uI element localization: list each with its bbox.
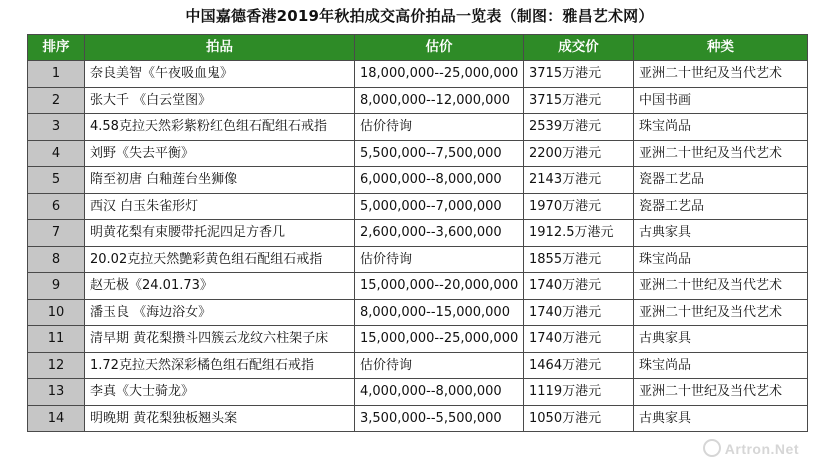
cell-rank: 11 xyxy=(28,326,85,353)
table-row xyxy=(28,114,808,141)
column-header-price: 成交价 xyxy=(524,35,634,61)
cell-price: 1050万港元 xyxy=(524,405,634,432)
cell-item: 李真《大士骑龙》 xyxy=(85,379,355,406)
cell-estimate: 估价待询 xyxy=(355,352,524,379)
cell-item: 清早期 黄花梨攒斗四簇云龙纹六柱架子床 xyxy=(85,326,355,353)
table-row xyxy=(28,193,808,220)
table-row xyxy=(28,140,808,167)
column-header-rank: 排序 xyxy=(28,35,85,61)
cell-price: 1740万港元 xyxy=(524,299,634,326)
cell-estimate: 8,000,000--15,000,000 xyxy=(355,299,524,326)
auction-table xyxy=(27,34,808,432)
cell-rank: 10 xyxy=(28,299,85,326)
cell-price: 1740万港元 xyxy=(524,326,634,353)
cell-price: 3715万港元 xyxy=(524,61,634,88)
cell-rank: 6 xyxy=(28,193,85,220)
cell-estimate: 8,000,000--12,000,000 xyxy=(355,87,524,114)
cell-price: 1912.5万港元 xyxy=(524,220,634,247)
cell-rank: 7 xyxy=(28,220,85,247)
cell-estimate: 6,000,000--8,000,000 xyxy=(355,167,524,194)
cell-price: 2539万港元 xyxy=(524,114,634,141)
cell-price: 1464万港元 xyxy=(524,352,634,379)
cell-rank: 3 xyxy=(28,114,85,141)
cell-item: 潘玉良 《海边浴女》 xyxy=(85,299,355,326)
cell-estimate: 估价待询 xyxy=(355,114,524,141)
cell-category: 亚洲二十世纪及当代艺术 xyxy=(634,140,808,167)
artron-logo-icon xyxy=(703,439,721,457)
cell-item: 4.58克拉天然彩紫粉红色组石配组石戒指 xyxy=(85,114,355,141)
table-row xyxy=(28,61,808,88)
cell-item: 奈良美智《午夜吸血鬼》 xyxy=(85,61,355,88)
table-row xyxy=(28,220,808,247)
cell-estimate: 5,500,000--7,500,000 xyxy=(355,140,524,167)
page-title: 中国嘉德香港2019年秋拍成交高价拍品一览表（制图：雅昌艺术网） xyxy=(185,7,654,25)
cell-rank: 4 xyxy=(28,140,85,167)
cell-item: 明黄花梨有束腰带托泥四足方香几 xyxy=(85,220,355,247)
table-row xyxy=(28,379,808,406)
cell-price: 2200万港元 xyxy=(524,140,634,167)
cell-price: 2143万港元 xyxy=(524,167,634,194)
cell-estimate: 15,000,000--25,000,000 xyxy=(355,326,524,353)
cell-item: 西汉 白玉朱雀形灯 xyxy=(85,193,355,220)
cell-price: 1855万港元 xyxy=(524,246,634,273)
cell-category: 瓷器工艺品 xyxy=(634,193,808,220)
cell-item: 20.02克拉天然艶彩黄色组石配组石戒指 xyxy=(85,246,355,273)
cell-price: 1970万港元 xyxy=(524,193,634,220)
table-row xyxy=(28,326,808,353)
cell-estimate: 5,000,000--7,000,000 xyxy=(355,193,524,220)
cell-item: 刘野《失去平衡》 xyxy=(85,140,355,167)
table-header-row xyxy=(28,35,808,61)
cell-price: 3715万港元 xyxy=(524,87,634,114)
cell-category: 亚洲二十世纪及当代艺术 xyxy=(634,61,808,88)
cell-item: 1.72克拉天然深彩橘色组石配组石戒指 xyxy=(85,352,355,379)
table-row xyxy=(28,299,808,326)
column-header-item: 拍品 xyxy=(85,35,355,61)
table-row xyxy=(28,87,808,114)
cell-rank: 8 xyxy=(28,246,85,273)
cell-estimate: 估价待询 xyxy=(355,246,524,273)
cell-item: 明晚期 黄花梨独板翘头案 xyxy=(85,405,355,432)
cell-item: 张大千 《白云堂图》 xyxy=(85,87,355,114)
table-row xyxy=(28,246,808,273)
table-body xyxy=(28,61,808,432)
cell-item: 赵无极《24.01.73》 xyxy=(85,273,355,300)
cell-estimate: 15,000,000--20,000,000 xyxy=(355,273,524,300)
table-row xyxy=(28,405,808,432)
cell-category: 亚洲二十世纪及当代艺术 xyxy=(634,299,808,326)
cell-estimate: 2,600,000--3,600,000 xyxy=(355,220,524,247)
cell-estimate: 4,000,000--8,000,000 xyxy=(355,379,524,406)
watermark xyxy=(703,439,799,457)
cell-category: 珠宝尚品 xyxy=(634,246,808,273)
cell-category: 珠宝尚品 xyxy=(634,352,808,379)
cell-rank: 1 xyxy=(28,61,85,88)
cell-rank: 14 xyxy=(28,405,85,432)
watermark-text: Artron.Net xyxy=(724,441,799,457)
cell-estimate: 3,500,000--5,500,000 xyxy=(355,405,524,432)
cell-category: 古典家具 xyxy=(634,220,808,247)
cell-category: 中国书画 xyxy=(634,87,808,114)
cell-category: 亚洲二十世纪及当代艺术 xyxy=(634,273,808,300)
table-row xyxy=(28,167,808,194)
table-row xyxy=(28,273,808,300)
table-row xyxy=(28,352,808,379)
cell-category: 古典家具 xyxy=(634,405,808,432)
cell-category: 亚洲二十世纪及当代艺术 xyxy=(634,379,808,406)
cell-rank: 13 xyxy=(28,379,85,406)
cell-rank: 12 xyxy=(28,352,85,379)
cell-category: 古典家具 xyxy=(634,326,808,353)
cell-rank: 9 xyxy=(28,273,85,300)
column-header-category: 种类 xyxy=(634,35,808,61)
cell-category: 瓷器工艺品 xyxy=(634,167,808,194)
column-header-estimate: 估价 xyxy=(355,35,524,61)
cell-price: 1740万港元 xyxy=(524,273,634,300)
cell-rank: 5 xyxy=(28,167,85,194)
cell-estimate: 18,000,000--25,000,000 xyxy=(355,61,524,88)
cell-item: 隋至初唐 白釉莲台坐狮像 xyxy=(85,167,355,194)
cell-category: 珠宝尚品 xyxy=(634,114,808,141)
cell-price: 1119万港元 xyxy=(524,379,634,406)
cell-rank: 2 xyxy=(28,87,85,114)
